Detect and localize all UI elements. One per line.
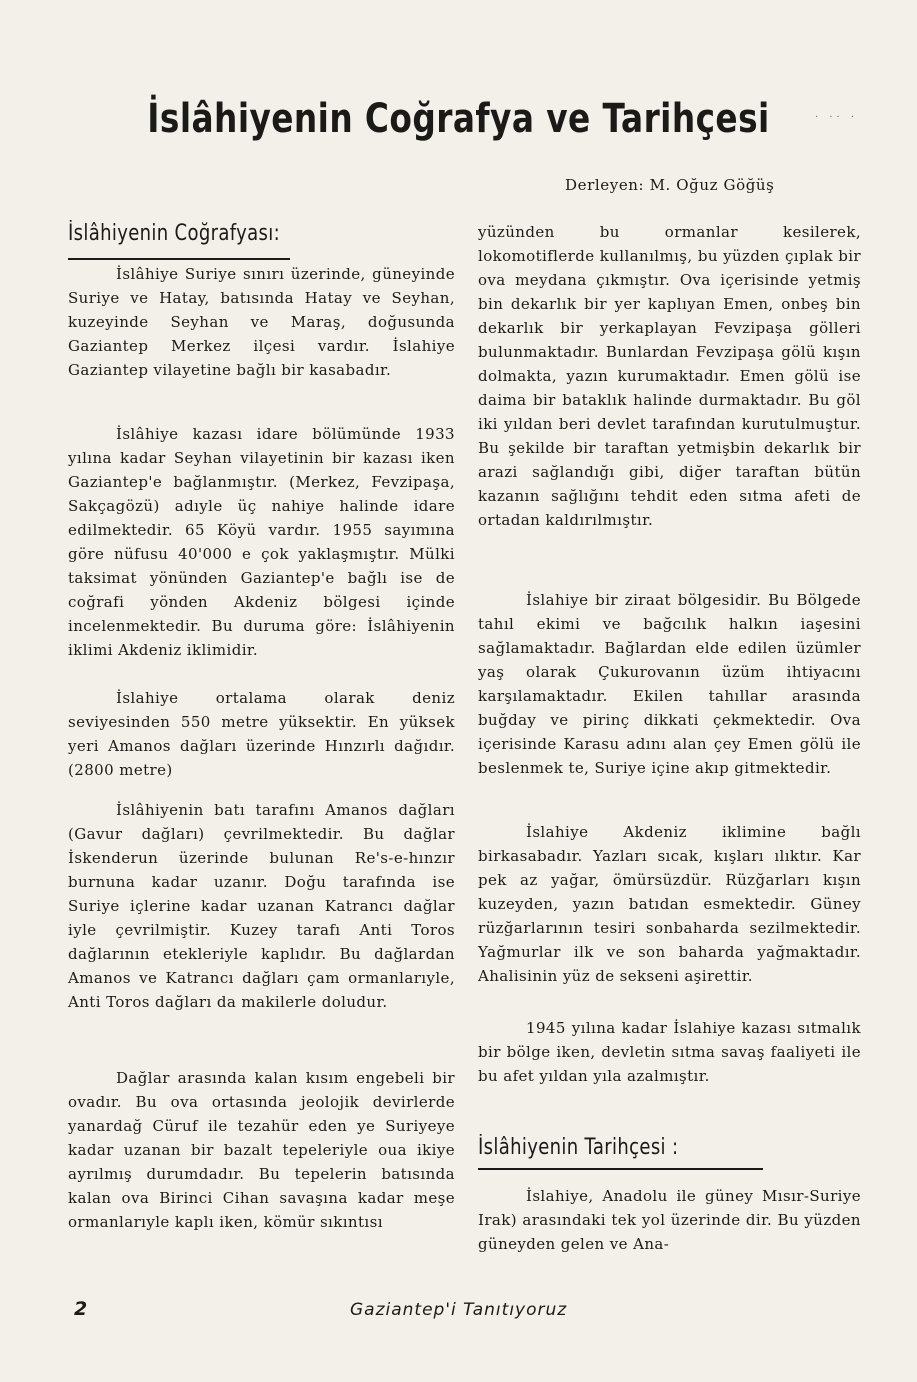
paragraph: İslahiye Akdeniz iklimine bağlı birkasabadır. Yazları sıcak, kışları ılıktır. Kar pek az yağar, ömürsüzdür. Rüzğarları kışın kuzeyden, yazın batıdan esmektedir. Güney rüzğarlarının tesiri sonbaharda sezilmektedir. Yağmurlar ilk ve son baharda yağmaktadır. Ahalisinin yüz de sekseni aşirettir. bbox=[478, 823, 861, 985]
paragraph: İslâhiyenin batı tarafını Amanos dağları (Gavur dağları) çevrilmektedir. Bu dağlar İskenderun üzerinde bulunan Re's-e-hınzır burnuna kadar uzanır. Doğu tarafında ise Suriye içlerine kadar uzanan Katrancı dağlar iyle çevrilmiştir. Kuzey tarafı Anti Toros dağlarının etekleriyle kaplıdır. Bu dağlardan Amanos ve Katrancı dağları çam ormanlarıyle, Anti Toros dağları da makilerle doludur. bbox=[68, 801, 455, 1011]
section-heading-history: İslâhiyenin Tarihçesi : bbox=[478, 1135, 679, 1160]
paragraph: yüzünden bu ormanlar kesilerek, lokomotiflerde kullanılmış, bu yüzden çıplak bir ova meydana çıkmıştır. Ova içerisinde yetmiş bin dekarlık bir yer kaplıyan Emen, onbeş bin dekarlık bir yerkaplayan Fevzipaşa gölleri bulunmaktadır. Bunlardan Fevzipaşa gölü kışın dolmakta, yazın kurumaktadır. Emen gölü ise daima bir bataklık halinde durmaktadır. Bu göl iki yıldan beri devlet tarafından kurutulmuştur. Bu şekilde bir taraftan yetmişbin dekarlık bir arazi sağlandığı gibi, diğer taraftan bütün kazanın sağlığını tehdit eden sıtma afeti de ortadan kaldırılmıştır. bbox=[478, 223, 861, 529]
paragraph: Dağlar arasında kalan kısım engebeli bir ovadır. Bu ova ortasında jeolojik devirlerde yanardağ Cüruf ile tezahür eden ye Suriyeye kadar uzanan bir bazalt tepeleriyle oua ikiye ayrılmış durumdadır. Bu tepelerin batısında kalan ova Birinci Cihan savaşına kadar meşe ormanlarıyle kaplı iken, kömür sıkıntısı bbox=[68, 1069, 455, 1231]
paragraph: İslahiye ortalama olarak deniz seviyesinden 550 metre yüksektir. En yüksek yeri Amanos dağları üzerinde Hınzırlı dağıdır. (2800 metre) bbox=[68, 689, 455, 779]
author-credit: Derleyen: M. Oğuz Göğüş bbox=[565, 176, 775, 194]
page-number: 2 bbox=[74, 1298, 88, 1320]
heading-underline bbox=[478, 1168, 763, 1170]
paragraph: 1945 yılına kadar İslahiye kazası sıtmalık bir bölge iken, devletin sıtma savaş faaliyeti ile bu afet yıldan yıla azalmıştır. bbox=[478, 1019, 861, 1085]
publication-title: Gaziantep'i Tanıtıyoruz bbox=[350, 1300, 568, 1320]
paragraph: İslâhiye Suriye sınırı üzerinde, güneyinde Suriye ve Hatay, batısında Hatay ve Seyhan, kuzeyinde Seyhan ve Maraş, doğusunda Gaziantep Merkez ilçesi vardır. İslahiye Gaziantep vilayetine bağlı bir kasabadır. bbox=[68, 265, 455, 379]
heading-underline bbox=[68, 258, 290, 260]
section-heading-geography: İslâhiyenin Coğrafyası: bbox=[68, 221, 280, 246]
paragraph: İslâhiye kazası idare bölümünde 1933 yılına kadar Seyhan vilayetinin bir kazası iken Gaziantep'e bağlanmıştır. (Merkez, Fevzipaşa, Sakçagözü) adıyle üç nahiye halinde idare edilmektedir. 65 Köyü vardır. 1955 sayımına göre nüfusu 40'000 e çok yaklaşmıştır. Mülki taksimat yönünden Gaziantep'e bağlı ise de coğrafi yönden Akdeniz bölgesi içinde incelenmektedir. Bu duruma göre: İslâhiyenin iklimi Akdeniz iklimidir. bbox=[68, 425, 455, 659]
paragraph: İslahiye bir ziraat bölgesidir. Bu Bölgede tahıl ekimi ve bağcılık halkın iaşesini sağlamaktadır. Bağlardan elde edilen üzümler yaş olarak Çukurovanın üzüm ihtiyacını karşılamaktadır. Ekilen tahıllar arasında buğday ve pirinç dikkati çekmektedir. Ova içerisinde Karasu adını alan çey Emen gölü ile beslenmek te, Suriye içine akıp gitmektedir. bbox=[478, 591, 861, 777]
print-specks: · ·· · bbox=[815, 112, 859, 123]
article-title: İslâhiyenin Coğrafya ve Tarihçesi bbox=[147, 96, 770, 142]
paragraph: İslahiye, Anadolu ile güney Mısır-Suriye Irak) arasındaki tek yol üzerinde dir. Bu yüzden güneyden gelen ve Ana- bbox=[478, 1187, 861, 1253]
